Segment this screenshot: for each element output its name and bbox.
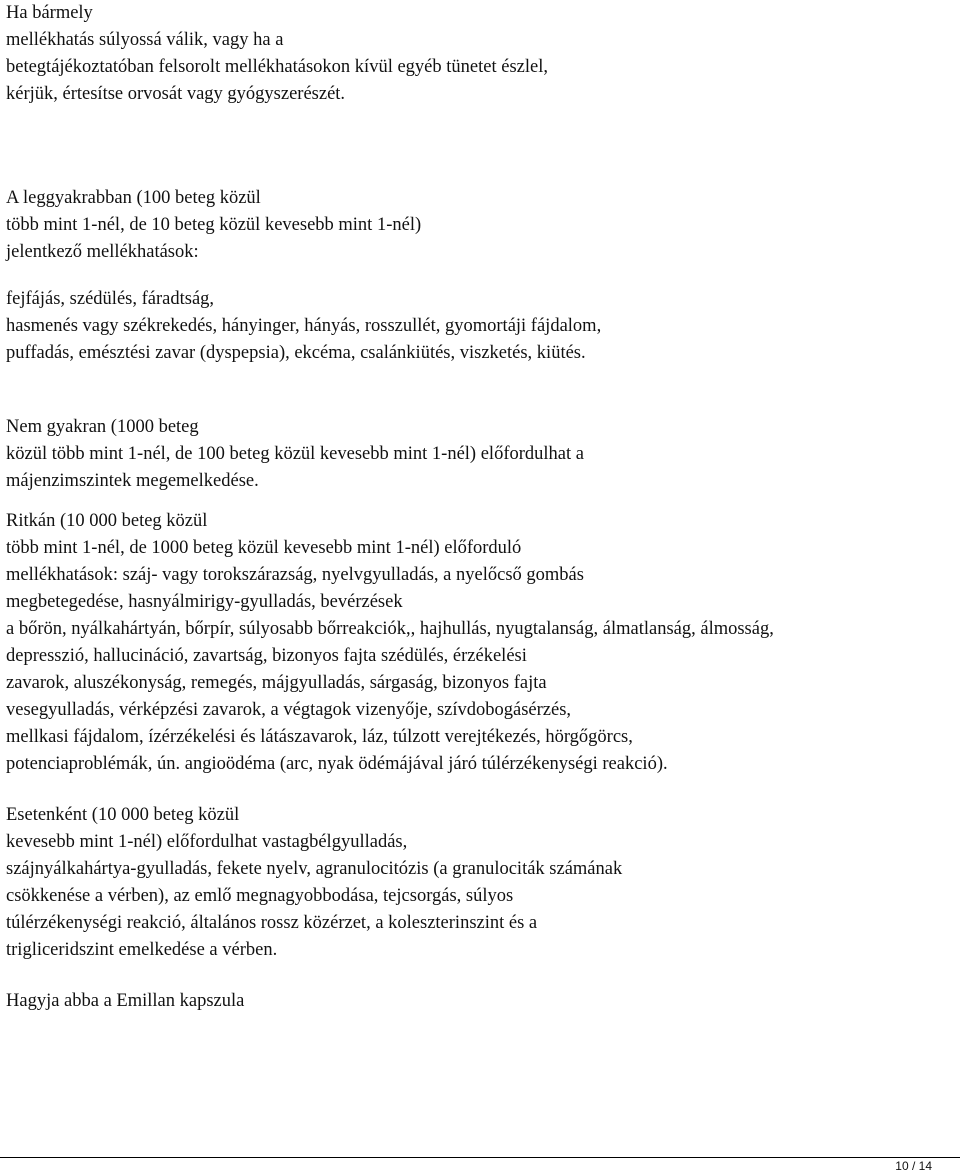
text-line: hasmenés vagy székrekedés, hányinger, hányás, rosszullét, gyomortáji fájdalom, [6, 316, 602, 336]
text-line: a bőrön, nyálkahártyán, bőrpír, súlyosabb bőrreakciók,, hajhullás, nyugtalanság, álmatlanság, álmosság, [6, 619, 774, 639]
spacer [6, 266, 954, 286]
document-page [6, 0, 954, 1015]
stop-taking-heading [6, 988, 954, 1015]
text-line: puffadás, emésztési zavar (dyspepsia), ekcéma, csalánkiütés, viszketés, kiütés. [6, 343, 586, 363]
intro-paragraph [6, 0, 954, 108]
text-line: mellkasi fájdalom, ízérzékelési és látászavarok, láz, túlzott verejtékezés, hörgőgörcs, [6, 727, 633, 747]
text-line: kevesebb mint 1-nél) előfordulhat vastagbélgyulladás, [6, 832, 408, 852]
text-line: túlérzékenységi reakció, általános rossz közérzet, a koleszterinszint és a [6, 913, 538, 933]
text-line: mellékhatás súlyossá válik, vagy ha a [6, 30, 284, 50]
text-line: potenciaproblémák, ún. angioödéma (arc, nyak ödémájával járó túlérzékenységi reakció). [6, 754, 668, 774]
text-line: mellékhatások: száj- vagy torokszárazság, nyelvgyulladás, a nyelőcső gombás [6, 565, 584, 585]
text-line: Ha bármely [6, 3, 93, 23]
spacer [6, 778, 954, 802]
spacer [6, 495, 954, 508]
very-rare-side-effects-paragraph [6, 802, 954, 964]
text-line: fejfájás, szédülés, fáradtság, [6, 289, 215, 309]
text-line: megbetegedése, hasnyálmirigy-gyulladás, bevérzések [6, 592, 403, 612]
text-line: több mint 1-nél, de 1000 beteg közül kevesebb mint 1-nél) előforduló [6, 538, 522, 558]
text-line: Ritkán (10 000 beteg közül [6, 511, 208, 531]
text-line: vesegyulladás, vérképzési zavarok, a végtagok vizenyője, szívdobogásérzés, [6, 700, 572, 720]
footer-divider [0, 1157, 960, 1158]
text-line: A leggyakrabban (100 beteg közül [6, 188, 261, 208]
common-side-effects-heading [6, 185, 954, 266]
text-line: kérjük, értesítse orvosát vagy gyógyszerészét. [6, 84, 346, 104]
text-line: trigliceridszint emelkedése a vérben. [6, 940, 278, 960]
spacer [6, 964, 954, 988]
text-line: közül több mint 1-nél, de 100 beteg közül kevesebb mint 1-nél) előfordulhat a [6, 444, 584, 464]
text-line: szájnyálkahártya-gyulladás, fekete nyelv, agranulocitózis (a granulociták számának [6, 859, 623, 879]
text-line: Esetenként (10 000 beteg közül [6, 805, 240, 825]
section-heading: Hagyja abba a Emillan kapszula [6, 991, 245, 1011]
text-line: több mint 1-nél, de 10 beteg közül kevesebb mint 1-nél) [6, 215, 422, 235]
spacer [6, 108, 954, 185]
rare-side-effects-paragraph [6, 508, 954, 778]
common-side-effects-list [6, 286, 954, 367]
text-line: májenzimszintek megemelkedése. [6, 471, 259, 491]
text-line: betegtájékoztatóban felsorolt mellékhatásokon kívül egyéb tünetet észlel, [6, 57, 548, 77]
text-line: jelentkező mellékhatások: [6, 242, 199, 262]
text-line: Nem gyakran (1000 beteg [6, 417, 199, 437]
text-line: zavarok, aluszékonyság, remegés, májgyulladás, sárgaság, bizonyos fajta [6, 673, 547, 693]
text-line: depresszió, hallucináció, zavartság, bizonyos fajta szédülés, érzékelési [6, 646, 527, 666]
spacer [6, 367, 954, 414]
uncommon-side-effects-paragraph [6, 414, 954, 495]
text-line: csökkenése a vérben), az emlő megnagyobbodása, tejcsorgás, súlyos [6, 886, 514, 906]
page-number: 10 / 14 [895, 1159, 932, 1173]
